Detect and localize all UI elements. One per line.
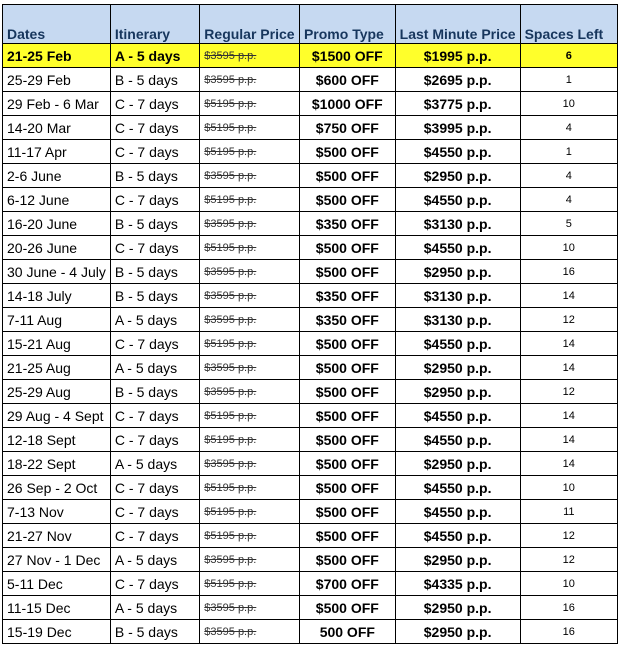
- header-spaces-left: Spaces Left: [520, 5, 617, 44]
- table-row: [3, 44, 618, 68]
- last-minute-price-cell: $4550 p.p.: [395, 500, 520, 524]
- last-minute-price-cell: $2950 p.p.: [395, 260, 520, 284]
- spaces-left-cell: 10: [520, 572, 617, 596]
- promo-cell: $500 OFF: [299, 356, 395, 380]
- regular-price-cell: $5195 p.p.: [200, 116, 300, 140]
- spaces-left-cell: 12: [520, 308, 617, 332]
- table-row: [3, 548, 618, 572]
- last-minute-price-cell: $3130 p.p.: [395, 308, 520, 332]
- itinerary-cell: B - 5 days: [110, 284, 199, 308]
- promo-cell: $500 OFF: [299, 260, 395, 284]
- table-row: [3, 92, 618, 116]
- spaces-left-cell: 10: [520, 92, 617, 116]
- spaces-left-cell: 5: [520, 212, 617, 236]
- header-promo-type: Promo Type: [299, 5, 395, 44]
- promo-cell: $700 OFF: [299, 572, 395, 596]
- table-row: [3, 596, 618, 620]
- itinerary-cell: C - 7 days: [110, 476, 199, 500]
- spaces-left-cell: 14: [520, 404, 617, 428]
- last-minute-price-cell: $4550 p.p.: [395, 188, 520, 212]
- itinerary-cell: C - 7 days: [110, 500, 199, 524]
- promo-cell: $1000 OFF: [299, 92, 395, 116]
- spaces-left-cell: 14: [520, 452, 617, 476]
- regular-price-cell: $3595 p.p.: [200, 452, 300, 476]
- itinerary-cell: A - 5 days: [110, 452, 199, 476]
- date-cell: 14-18 July: [3, 284, 111, 308]
- spaces-left-cell: 12: [520, 380, 617, 404]
- promo-cell: $500 OFF: [299, 332, 395, 356]
- table-row: [3, 116, 618, 140]
- table-row: [3, 476, 618, 500]
- itinerary-cell: B - 5 days: [110, 68, 199, 92]
- table-row: [3, 68, 618, 92]
- header-last-minute-price: Last Minute Price: [395, 5, 520, 44]
- itinerary-cell: A - 5 days: [110, 308, 199, 332]
- date-cell: 16-20 June: [3, 212, 111, 236]
- date-cell: 5-11 Dec: [3, 572, 111, 596]
- regular-price-cell: $3595 p.p.: [200, 212, 300, 236]
- date-cell: 29 Feb - 6 Mar: [3, 92, 111, 116]
- date-cell: 15-19 Dec: [3, 620, 111, 644]
- header-regular-price: Regular Price: [200, 5, 300, 44]
- promo-cell: $500 OFF: [299, 428, 395, 452]
- last-minute-price-cell: $3130 p.p.: [395, 212, 520, 236]
- date-cell: 25-29 Aug: [3, 380, 111, 404]
- itinerary-cell: C - 7 days: [110, 524, 199, 548]
- table-row: [3, 212, 618, 236]
- regular-price-cell: $3595 p.p.: [200, 620, 300, 644]
- promo-cell: $500 OFF: [299, 140, 395, 164]
- last-minute-price-cell: $2950 p.p.: [395, 356, 520, 380]
- regular-price-cell: $3595 p.p.: [200, 68, 300, 92]
- last-minute-price-cell: $2950 p.p.: [395, 548, 520, 572]
- promo-cell: $500 OFF: [299, 380, 395, 404]
- date-cell: 25-29 Feb: [3, 68, 111, 92]
- regular-price-cell: $5195 p.p.: [200, 500, 300, 524]
- last-minute-price-cell: $2950 p.p.: [395, 164, 520, 188]
- last-minute-price-cell: $2695 p.p.: [395, 68, 520, 92]
- last-minute-price-cell: $2950 p.p.: [395, 452, 520, 476]
- itinerary-cell: C - 7 days: [110, 428, 199, 452]
- table-row: [3, 404, 618, 428]
- date-cell: 20-26 June: [3, 236, 111, 260]
- spaces-left-cell: 1: [520, 140, 617, 164]
- promo-cell: $600 OFF: [299, 68, 395, 92]
- itinerary-cell: C - 7 days: [110, 404, 199, 428]
- promo-cell: $500 OFF: [299, 164, 395, 188]
- table-row: [3, 164, 618, 188]
- promo-cell: $500 OFF: [299, 188, 395, 212]
- date-cell: 21-27 Nov: [3, 524, 111, 548]
- spaces-left-cell: 6: [520, 44, 617, 68]
- promo-cell: $500 OFF: [299, 476, 395, 500]
- itinerary-cell: A - 5 days: [110, 44, 199, 68]
- itinerary-cell: C - 7 days: [110, 236, 199, 260]
- date-cell: 30 June - 4 July: [3, 260, 111, 284]
- regular-price-cell: $5195 p.p.: [200, 428, 300, 452]
- itinerary-cell: A - 5 days: [110, 596, 199, 620]
- regular-price-cell: $3595 p.p.: [200, 260, 300, 284]
- promo-cell: $500 OFF: [299, 500, 395, 524]
- spaces-left-cell: 16: [520, 620, 617, 644]
- spaces-left-cell: 14: [520, 332, 617, 356]
- date-cell: 21-25 Aug: [3, 356, 111, 380]
- table-row: [3, 428, 618, 452]
- table-row: [3, 380, 618, 404]
- itinerary-cell: C - 7 days: [110, 92, 199, 116]
- last-minute-price-cell: $3775 p.p.: [395, 92, 520, 116]
- regular-price-cell: $3595 p.p.: [200, 308, 300, 332]
- last-minute-price-cell: $4550 p.p.: [395, 476, 520, 500]
- spaces-left-cell: 11: [520, 500, 617, 524]
- promo-cell: $500 OFF: [299, 524, 395, 548]
- regular-price-cell: $5195 p.p.: [200, 524, 300, 548]
- regular-price-cell: $5195 p.p.: [200, 188, 300, 212]
- last-minute-price-cell: $4550 p.p.: [395, 332, 520, 356]
- itinerary-cell: B - 5 days: [110, 380, 199, 404]
- header-dates: Dates: [3, 5, 111, 44]
- last-minute-price-cell: $2950 p.p.: [395, 596, 520, 620]
- date-cell: 11-15 Dec: [3, 596, 111, 620]
- table-row: [3, 188, 618, 212]
- regular-price-cell: $5195 p.p.: [200, 236, 300, 260]
- spaces-left-cell: 16: [520, 596, 617, 620]
- promo-cell: $1500 OFF: [299, 44, 395, 68]
- regular-price-cell: $5195 p.p.: [200, 476, 300, 500]
- spaces-left-cell: 10: [520, 236, 617, 260]
- itinerary-cell: B - 5 days: [110, 212, 199, 236]
- table-row: [3, 620, 618, 644]
- table-row: [3, 260, 618, 284]
- itinerary-cell: C - 7 days: [110, 116, 199, 140]
- last-minute-price-cell: $4335 p.p.: [395, 572, 520, 596]
- last-minute-price-cell: $1995 p.p.: [395, 44, 520, 68]
- date-cell: 14-20 Mar: [3, 116, 111, 140]
- header-row: [3, 5, 618, 44]
- table-row: [3, 308, 618, 332]
- regular-price-cell: $3595 p.p.: [200, 380, 300, 404]
- itinerary-cell: B - 5 days: [110, 260, 199, 284]
- itinerary-cell: A - 5 days: [110, 356, 199, 380]
- regular-price-cell: $3595 p.p.: [200, 356, 300, 380]
- spaces-left-cell: 14: [520, 428, 617, 452]
- promo-cell: $500 OFF: [299, 548, 395, 572]
- promo-cell: $750 OFF: [299, 116, 395, 140]
- promo-cell: $500 OFF: [299, 404, 395, 428]
- itinerary-cell: C - 7 days: [110, 572, 199, 596]
- regular-price-cell: $3595 p.p.: [200, 284, 300, 308]
- regular-price-cell: $5195 p.p.: [200, 404, 300, 428]
- last-minute-price-cell: $2950 p.p.: [395, 380, 520, 404]
- spaces-left-cell: 1: [520, 68, 617, 92]
- promo-cell: $500 OFF: [299, 452, 395, 476]
- promo-cell: $500 OFF: [299, 236, 395, 260]
- last-minute-price-cell: $4550 p.p.: [395, 140, 520, 164]
- date-cell: 6-12 June: [3, 188, 111, 212]
- regular-price-cell: $3595 p.p.: [200, 548, 300, 572]
- table-row: [3, 572, 618, 596]
- regular-price-cell: $5195 p.p.: [200, 332, 300, 356]
- date-cell: 7-13 Nov: [3, 500, 111, 524]
- itinerary-cell: C - 7 days: [110, 140, 199, 164]
- date-cell: 18-22 Sept: [3, 452, 111, 476]
- date-cell: 2-6 June: [3, 164, 111, 188]
- itinerary-cell: C - 7 days: [110, 188, 199, 212]
- spaces-left-cell: 14: [520, 284, 617, 308]
- regular-price-cell: $3595 p.p.: [200, 596, 300, 620]
- regular-price-cell: $5195 p.p.: [200, 572, 300, 596]
- last-minute-price-cell: $3995 p.p.: [395, 116, 520, 140]
- spaces-left-cell: 16: [520, 260, 617, 284]
- date-cell: 7-11 Aug: [3, 308, 111, 332]
- last-minute-price-cell: $4550 p.p.: [395, 428, 520, 452]
- table-row: [3, 236, 618, 260]
- last-minute-price-cell: $3130 p.p.: [395, 284, 520, 308]
- table-row: [3, 284, 618, 308]
- table-row: [3, 500, 618, 524]
- regular-price-cell: $5195 p.p.: [200, 140, 300, 164]
- date-cell: 26 Sep - 2 Oct: [3, 476, 111, 500]
- last-minute-price-cell: $4550 p.p.: [395, 524, 520, 548]
- date-cell: 29 Aug - 4 Sept: [3, 404, 111, 428]
- departures-table: [2, 4, 618, 644]
- promo-cell: $500 OFF: [299, 596, 395, 620]
- table-row: [3, 332, 618, 356]
- date-cell: 15-21 Aug: [3, 332, 111, 356]
- last-minute-price-cell: $4550 p.p.: [395, 404, 520, 428]
- itinerary-cell: B - 5 days: [110, 164, 199, 188]
- spaces-left-cell: 12: [520, 548, 617, 572]
- date-cell: 27 Nov - 1 Dec: [3, 548, 111, 572]
- table-row: [3, 524, 618, 548]
- spaces-left-cell: 10: [520, 476, 617, 500]
- table-row: [3, 452, 618, 476]
- spaces-left-cell: 14: [520, 356, 617, 380]
- date-cell: 11-17 Apr: [3, 140, 111, 164]
- itinerary-cell: B - 5 days: [110, 620, 199, 644]
- table-row: [3, 140, 618, 164]
- spaces-left-cell: 4: [520, 116, 617, 140]
- itinerary-cell: C - 7 days: [110, 332, 199, 356]
- regular-price-cell: $5195 p.p.: [200, 92, 300, 116]
- promo-cell: $350 OFF: [299, 284, 395, 308]
- spaces-left-cell: 4: [520, 164, 617, 188]
- last-minute-price-cell: $2950 p.p.: [395, 620, 520, 644]
- promo-cell: 500 OFF: [299, 620, 395, 644]
- regular-price-cell: $3595 p.p.: [200, 164, 300, 188]
- header-itinerary: Itinerary: [110, 5, 199, 44]
- table-row: [3, 356, 618, 380]
- last-minute-price-cell: $4550 p.p.: [395, 236, 520, 260]
- date-cell: 21-25 Feb: [3, 44, 111, 68]
- promo-cell: $350 OFF: [299, 308, 395, 332]
- date-cell: 12-18 Sept: [3, 428, 111, 452]
- regular-price-cell: $3595 p.p.: [200, 44, 300, 68]
- spaces-left-cell: 12: [520, 524, 617, 548]
- spaces-left-cell: 4: [520, 188, 617, 212]
- promo-cell: $350 OFF: [299, 212, 395, 236]
- itinerary-cell: A - 5 days: [110, 548, 199, 572]
